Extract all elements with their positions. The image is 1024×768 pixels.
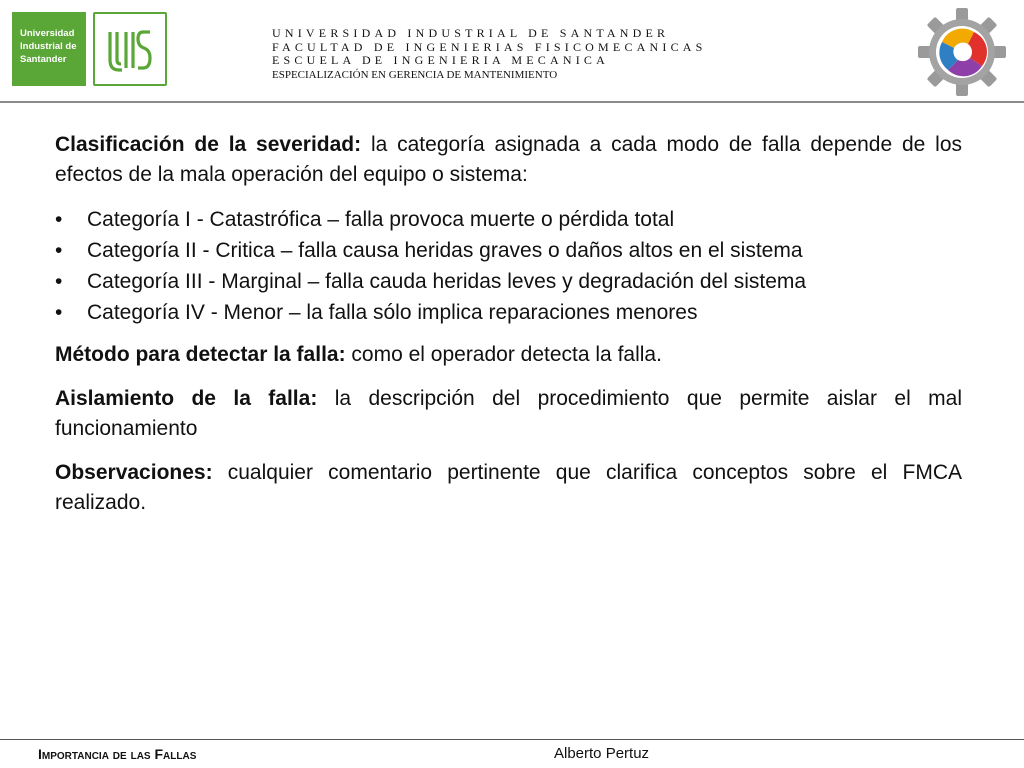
category-text: Categoría II - Critica – falla causa heridas graves o daños altos en el sistema	[87, 239, 803, 262]
specialization-name: ESPECIALIZACIÓN EN GERENCIA DE MANTENIMIENTO	[272, 68, 558, 81]
list-item	[55, 204, 962, 235]
severity-label: Clasificación de la severidad:	[55, 133, 362, 156]
observations-label: Observaciones:	[55, 461, 213, 484]
footer-divider	[0, 739, 1024, 740]
faculty-name: FACULTAD DE INGENIERIAS FISICOMECANICAS	[272, 39, 707, 54]
gear-logo-icon	[918, 4, 1006, 103]
observations-paragraph	[55, 458, 962, 518]
bullet-icon: •	[55, 270, 63, 293]
list-item	[55, 266, 962, 297]
isolation-text: la descripción del procedimiento que permite aislar el mal funcionamiento	[55, 387, 962, 440]
severity-paragraph	[55, 130, 962, 190]
category-text: Categoría I - Catastrófica – falla provoca muerte o pérdida total	[87, 208, 675, 231]
detection-paragraph	[55, 340, 962, 370]
school-name: ESCUELA DE INGENIERIA MECANICA	[272, 53, 609, 67]
isolation-label: Aislamiento de la falla:	[55, 387, 318, 410]
detection-text: como el operador detecta la falla.	[345, 343, 662, 366]
list-item	[55, 297, 962, 328]
detection-label: Método para detectar la falla:	[55, 343, 346, 366]
slide-header	[0, 0, 1024, 104]
university-logo	[12, 12, 86, 86]
footer-author: Alberto Pertuz	[554, 745, 650, 762]
isolation-paragraph	[55, 384, 962, 444]
category-text: Categoría III - Marginal – falla cauda heridas leves y degradación del sistema	[87, 270, 807, 293]
footer-title: Importancia de las Fallas	[38, 746, 197, 762]
severity-text: la categoría asignada a cada modo de falla depende de los efectos de la mala operación del equipo o sistema:	[55, 133, 962, 186]
uis-logo-icon	[93, 12, 167, 86]
university-name: UNIVERSIDAD INDUSTRIAL DE SANTANDER	[272, 26, 670, 40]
slide-body	[55, 130, 962, 532]
logo-text-line-1: Universidad	[20, 28, 75, 39]
severity-categories-list	[55, 204, 962, 328]
logo-text-line-3: Santander	[20, 54, 67, 65]
observations-text: cualquier comentario pertinente que clarifica conceptos sobre el FMCA realizado.	[55, 461, 962, 514]
header-divider	[0, 101, 1024, 103]
university-title-block	[272, 27, 707, 82]
bullet-icon: •	[55, 301, 63, 324]
list-item	[55, 235, 962, 266]
category-text: Categoría IV - Menor – la falla sólo implica reparaciones menores	[87, 301, 698, 324]
logo-text-line-2: Industrial de	[20, 41, 77, 52]
bullet-icon: •	[55, 208, 63, 231]
bullet-icon: •	[55, 239, 63, 262]
